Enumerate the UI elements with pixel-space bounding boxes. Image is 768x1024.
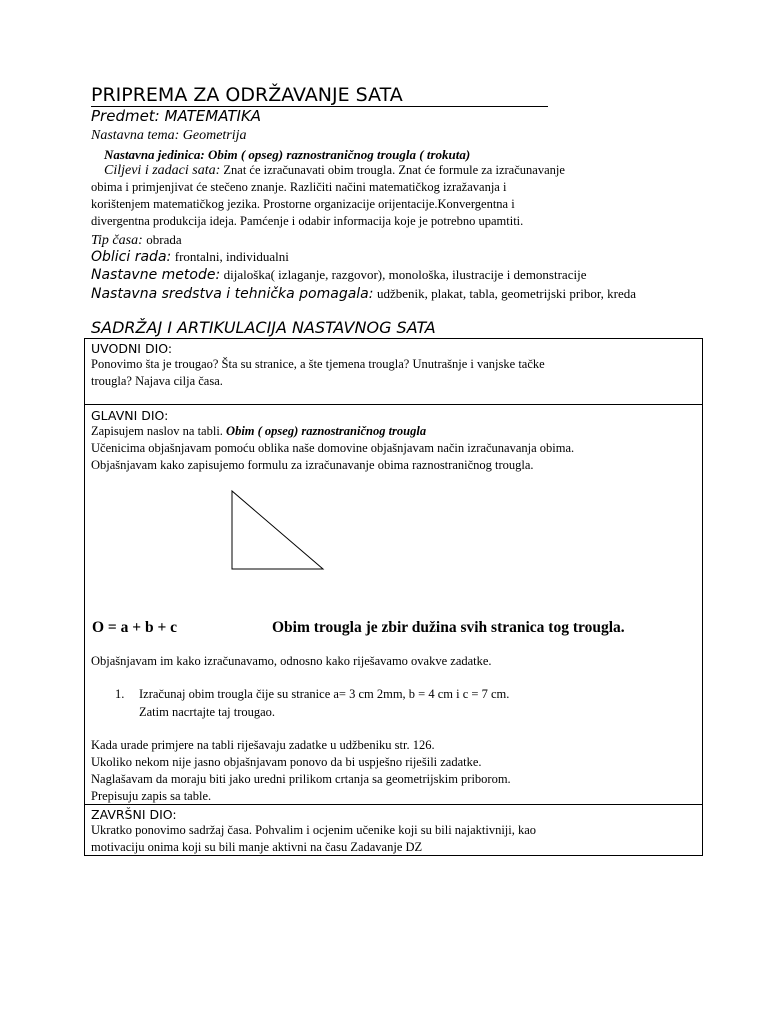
intro-line-2: trougla? Najava cilja časa.: [91, 374, 223, 388]
methods-value: dijaloška( izlaganje, razgovor), monološka, ilustracije i demonstracije: [223, 267, 587, 282]
task-number: 1.: [115, 687, 125, 701]
lesson-type-label: Tip časa:: [91, 233, 143, 248]
tools-value: udžbenik, plakat, tabla, geometrijski pribor, kreda: [376, 286, 637, 301]
main-line-5: Kada urade primjere na tabli riješavaju zadatke u udžbeniku str. 126.: [91, 738, 435, 752]
document-title: PRIPREMA ZA ODRŽAVANJE SATA: [91, 84, 548, 107]
main-line-3: Objašnjavam kako zapisujemo formulu za izračunavanje obima raznostraničnog trougla.: [91, 458, 534, 472]
goals-line-2: obima i primjenjivat će stečeno znanje. Različiti načini matematičkog izražavanja i: [91, 180, 507, 194]
lesson-type-line: [91, 231, 182, 249]
goals-line-4: divergentna produkcija ideja. Pamćenje i odabir informacija koje je potrebno upamtiti.: [91, 214, 524, 228]
tools-label: Nastavna sredstva i tehnička pomagala:: [91, 286, 374, 302]
subject-line: Predmet: MATEMATIKA: [91, 107, 262, 125]
topic-line: Nastavna tema: Geometrija: [91, 128, 247, 143]
main-line-6: Ukoliko nekom nije jasno objašnjavam ponovo da bi uspješno riješili zadatke.: [91, 755, 482, 769]
final-section: [84, 804, 703, 856]
task-line-1: Izračunaj obim trougla čije su stranice a= 3 cm 2mm, b = 4 cm i c = 7 cm.: [139, 687, 510, 701]
work-forms-value: frontalni, individualni: [174, 249, 289, 264]
task-line-2: Zatim nacrtajte taj trougao.: [139, 705, 276, 719]
perimeter-formula: O = a + b + c: [92, 619, 178, 636]
goals-line-1: [104, 162, 565, 179]
work-forms-line: [91, 248, 289, 266]
main-line-1-prefix: Zapisujem naslov na tabli.: [91, 424, 223, 438]
goals-line-3: korištenjem matematičkog jezika. Prostorne organizacije orijentacije.Konvergentna i: [91, 197, 515, 211]
final-heading: ZAVRŠNI DIO:: [91, 807, 177, 822]
formula-description: Obim trougla je zbir dužina svih stranica tog trougla.: [272, 619, 625, 636]
goals-text-1: Znat će izračunavati obim trougla. Znat će formule za izračunavanje: [223, 163, 565, 177]
main-section: [84, 404, 703, 805]
main-line-1-title: Obim ( opseg) raznostraničnog trougla: [226, 424, 427, 438]
main-line-4: Objašnjavam im kako izračunavamo, odnosno kako riješavamo ovakve zadatke.: [91, 654, 492, 668]
unit-line: Nastavna jedinica: Obim ( opseg) raznostraničnog trougla ( trokuta): [104, 147, 471, 162]
methods-label: Nastavne metode:: [91, 267, 221, 283]
section-heading: SADRŽAJ I ARTIKULACIJA NASTAVNOG SATA: [91, 318, 436, 337]
work-forms-label: Oblici rada:: [91, 249, 172, 265]
final-line-1: Ukratko ponovimo sadržaj časa. Pohvalim i ocjenim učenike koji su bili najaktivniji, kao: [91, 823, 537, 837]
right-triangle-figure: [230, 489, 326, 573]
main-line-1: [91, 423, 426, 440]
main-line-7: Naglašavam da moraju biti jako uredni prilikom crtanja sa geometrijskim priborom.: [91, 772, 511, 786]
lesson-type-value: obrada: [146, 232, 182, 247]
tools-line: [91, 285, 636, 303]
intro-line-1: Ponovimo šta je trougao? Šta su stranice, a šte tjemena trougla? Unutrašnje i vanjske tačke: [91, 357, 545, 371]
final-line-2: motivaciju onima koji su bili manje aktivni na času Zadavanje DZ: [91, 840, 423, 854]
main-line-2: Učenicima objašnjavam pomoću oblika naše domovine objašnjavam način izračunavanja obima.: [91, 441, 575, 455]
intro-section: [84, 338, 703, 405]
main-heading: GLAVNI DIO:: [91, 408, 169, 423]
methods-line: [91, 266, 586, 284]
main-line-8: Prepisuju zapis sa table.: [91, 789, 212, 803]
intro-heading: UVODNI DIO:: [91, 341, 173, 356]
triangle-shape: [232, 491, 323, 569]
goals-label: Ciljevi i zadaci sata:: [104, 163, 221, 178]
